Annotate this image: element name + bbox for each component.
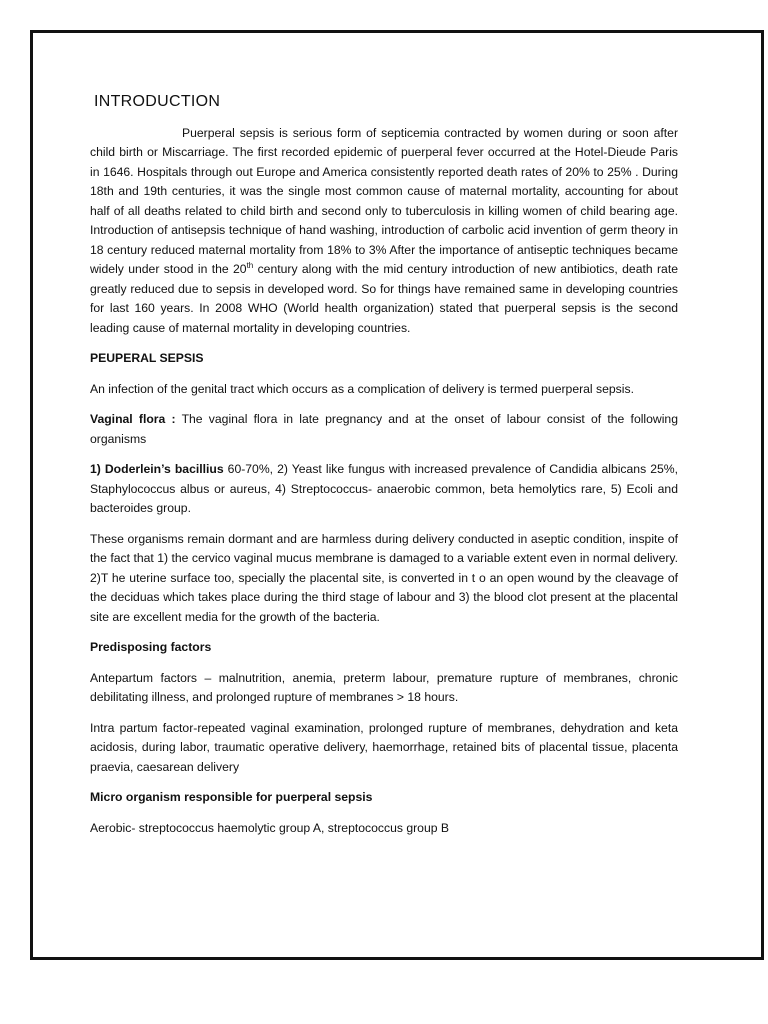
predisposing-factors-heading: Predisposing factors <box>90 640 212 654</box>
intrapartum-factors-paragraph: Intra partum factor-repeated vaginal examination, prolonged rupture of membranes, dehydration and keta acidosis, during labor, traumatic operative delivery, haemorrhage, retained bits of placental tissue, placenta praevia, caesarean delivery <box>90 720 678 774</box>
puerperal-sepsis-heading: PEUPERAL SEPSIS <box>90 351 204 365</box>
vaginal-flora-label: Vaginal flora : <box>90 412 176 426</box>
superscript-th: th <box>246 260 254 270</box>
micro-organism-heading: Micro organism responsible for puerperal sepsis <box>90 790 373 804</box>
organisms-first-item: 1) Doderlein’s bacillius <box>90 462 224 476</box>
antepartum-factors-paragraph: Antepartum factors – malnutrition, anemia, preterm labour, premature rupture of membranes, chronic debilitating illness, and prolonged rupture of membranes > 18 hours. <box>90 670 678 704</box>
definition-paragraph: An infection of the genital tract which occurs as a complication of delivery is termed puerperal sepsis. <box>90 381 634 396</box>
introduction-text-part-1: Puerperal sepsis is serious form of septicemia contracted by women during or soon after child birth or Miscarriage. The first recorded epidemic of puerperal fever occurred at the Hotel-Dieude Paris in 1646. Hospitals through out Europe and America consistently reported death rates of 20% to 25% . During 18th and 19th centuries, it was the single most common cause of maternal mortality, accounting for about half of all deaths related to child birth and second only to tuberculosis in killing women of child bearing age. Introduction of antisepsis technique of hand washing, introduction of carbolic acid invention of germ theory in 18 century reduced maternal mortality from 18% to 3% After the importance of antiseptic techniques became widely under stood in the 20 <box>90 125 678 276</box>
vaginal-flora-text: The vaginal flora in late pregnancy and at the onset of labour consist of the following organisms <box>90 412 678 446</box>
organisms-rest: 60-70%, 2) Yeast like fungus with increased prevalence of Candidia albicans 25%, Staphylococcus albus or aureus, 4) Streptococcus- anaerobic common, beta hemolytics rare, 5) Ecoli and bacteroides group. <box>90 462 678 515</box>
introduction-text-part-2: century along with the mid century introduction of new antibiotics, death rate greatly reduced due to sepsis in developed word. So for things have remained same in developing countries for last 160 years. In 2008 WHO (World health organization) stated that puerperal sepsis is the second leading cause of maternal mortality in developing countries. <box>90 262 678 335</box>
document-body <box>90 92 678 849</box>
aerobic-organisms-paragraph: Aerobic- streptococcus haemolytic group A, streptococcus group B <box>90 820 450 835</box>
introduction-paragraph <box>90 124 678 339</box>
organisms-list-paragraph <box>90 460 678 519</box>
dormant-organisms-paragraph: These organisms remain dormant and are harmless during delivery conducted in aseptic condition, inspite of the fact that 1) the cervico vaginal mucus membrane is damaged to a variable extent even in normal delivery. 2)T he uterine surface too, specially the placental site, is converted in t o an open wound by the cleavage of the deciduas which takes place during the third stage of labour and 3) the blood clot present at the placental site are excellent media for the growth of the bacteria. <box>90 531 678 624</box>
vaginal-flora-paragraph <box>90 410 678 449</box>
introduction-heading: INTRODUCTION <box>94 93 221 110</box>
